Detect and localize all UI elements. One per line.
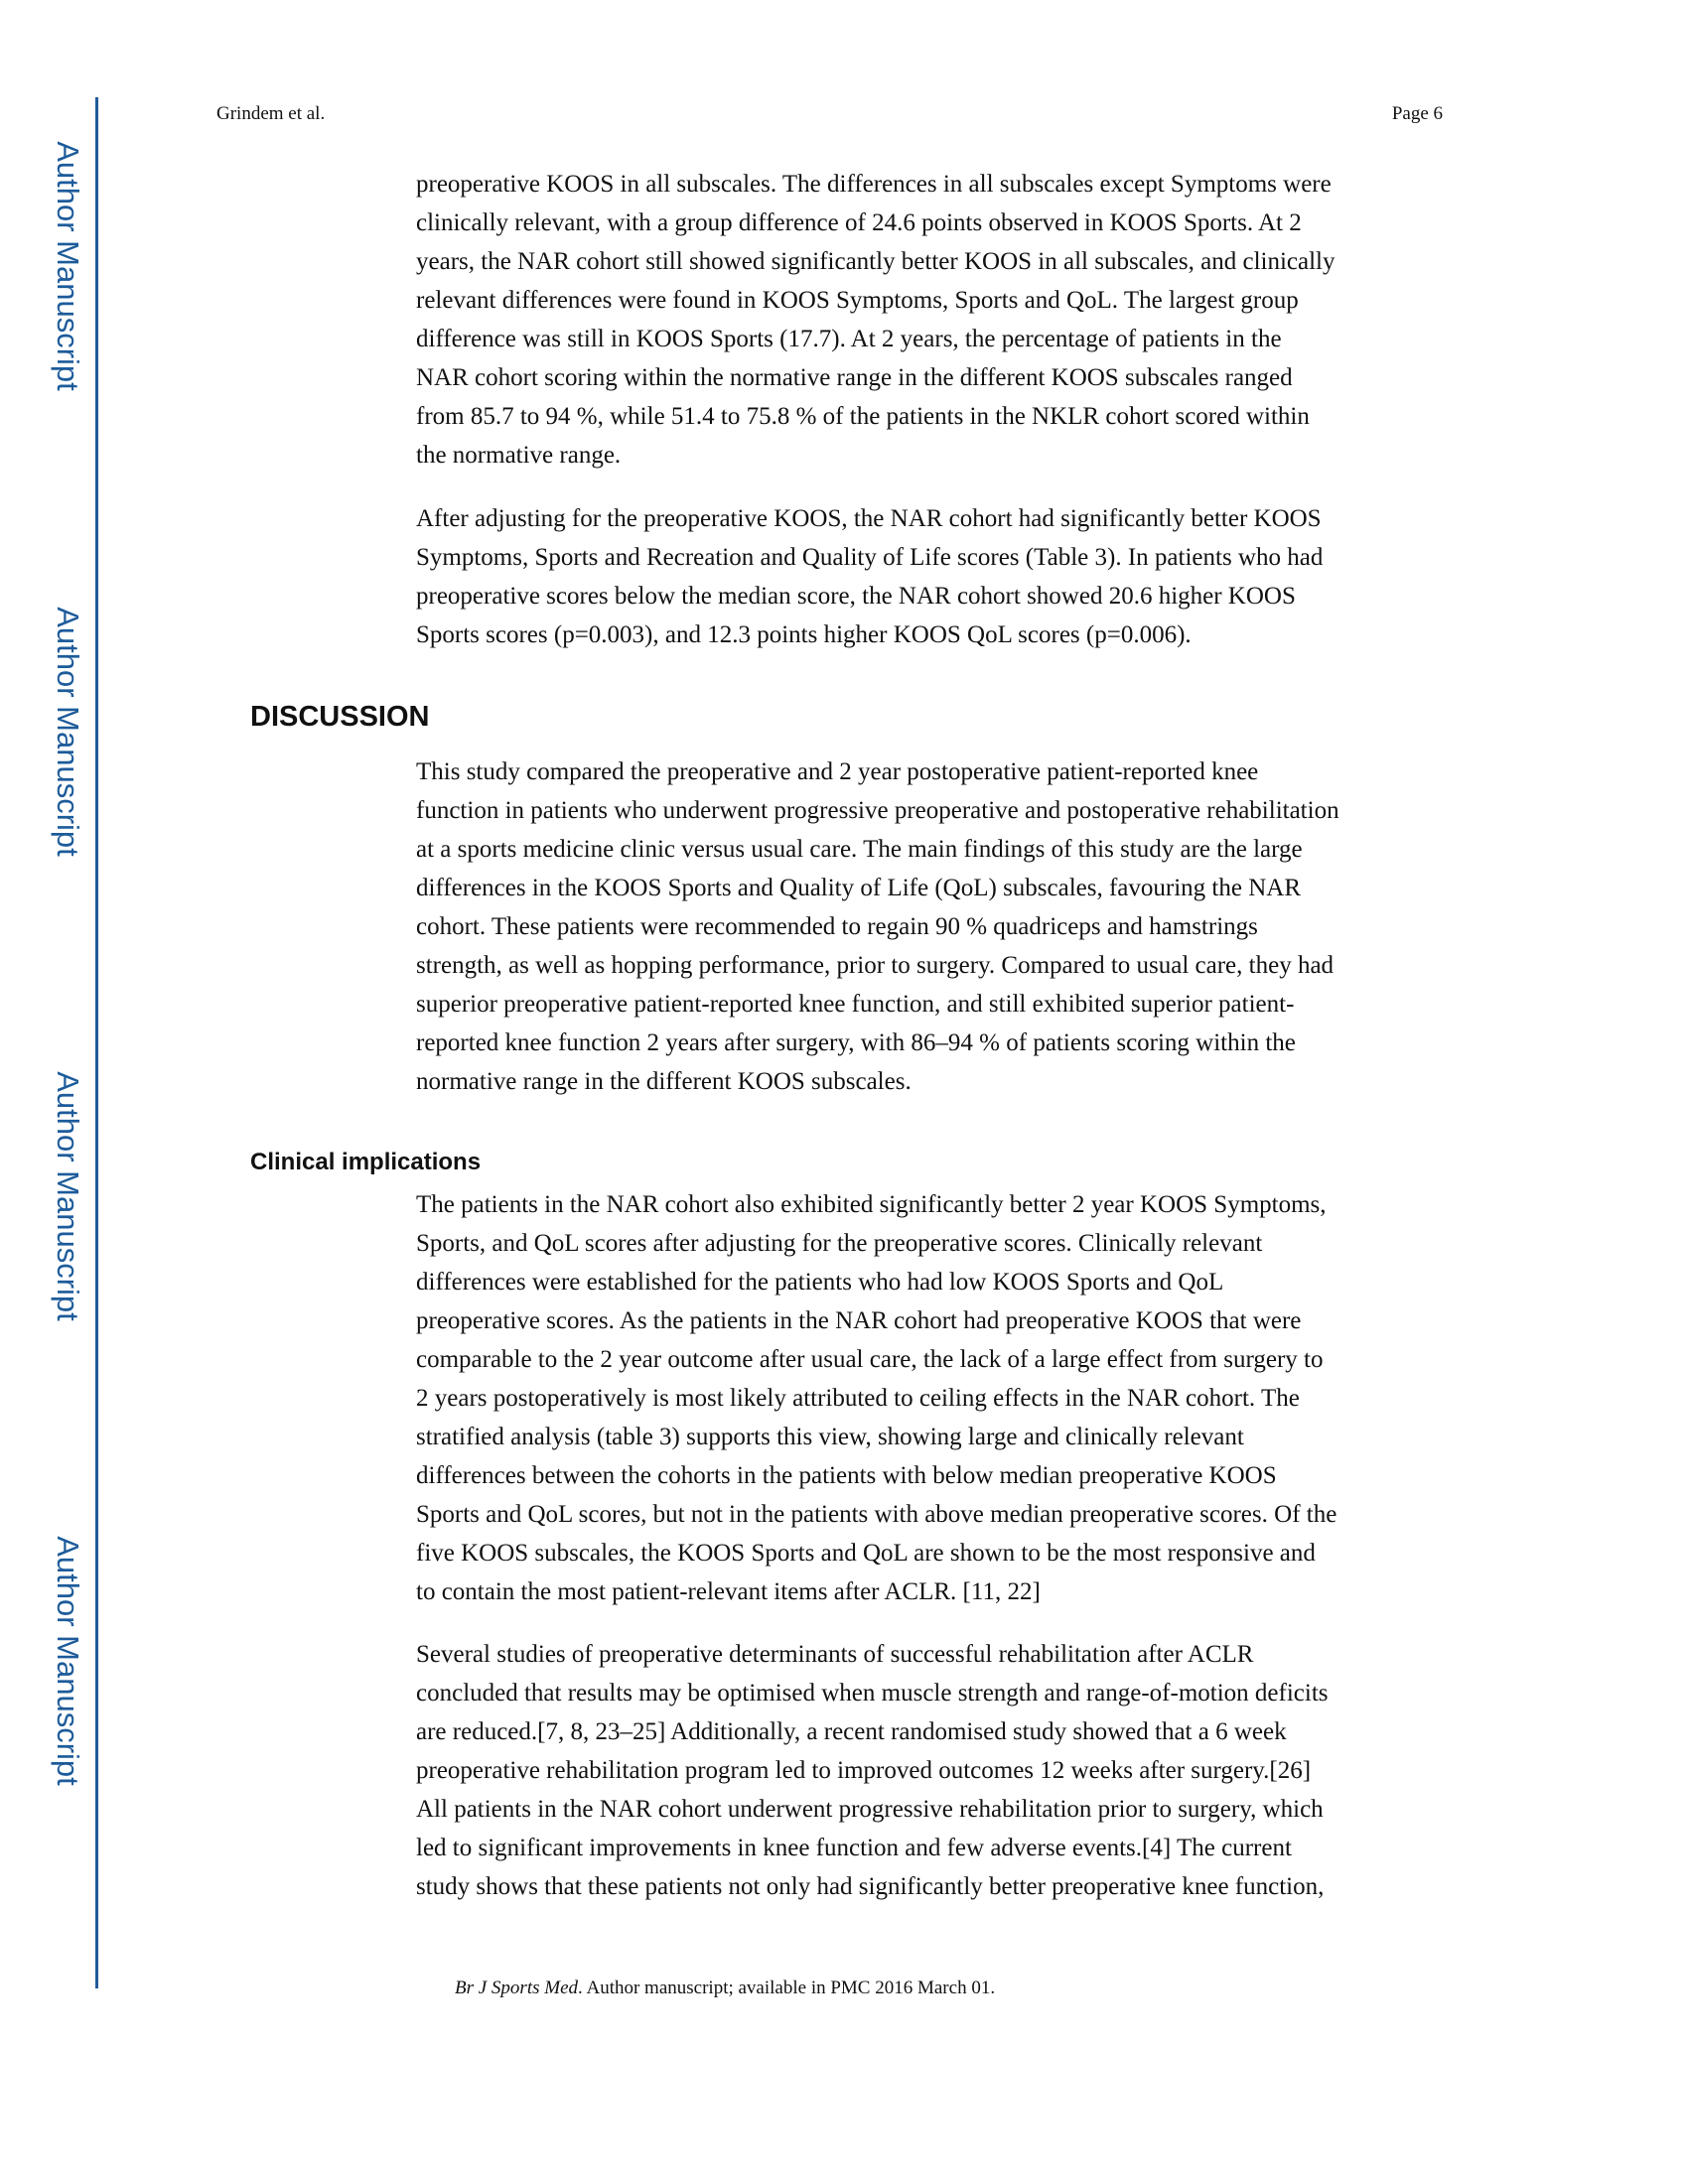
paragraph-clinical-implications-2: Several studies of preoperative determinants of successful rehabilitation after ACLR concluded that results may be optimised when muscle strength and range-of-motion deficits are reduced.[7, 8, 23–25] Additionally, a recent randomised study showed that a 6 week preoperative rehabilitation program led to improved outcomes 12 weeks after surgery.[26] All patients in the NAR cohort underwent progressive rehabilitation prior to surgery, which led to significant improvements in knee function and few adverse events.[4] The current study shows that these patients not only had significantly better preoperative knee function,: [416, 1641, 1329, 1900]
footer-journal: Br J Sports Med: [455, 1978, 579, 1998]
paragraph-clinical-implications-1: The patients in the NAR cohort also exhibited significantly better 2 year KOOS Symptoms, Sports, and QoL scores after adjusting for the preoperative scores. Clinically relevant differences were established for the patients who had low KOOS Sports and QoL preoperative scores. As the patients in the NAR cohort had preoperative KOOS that were comparable to the 2 year outcome after usual care, the lack of a large effect from surgery to 2 years postoperatively is most likely attributed to ceiling effects in the NAR cohort. The stratified analysis (table 3) supports this view, showing large and clinically relevant differences between the cohorts in the patients with below median preoperative KOOS Sports and QoL scores, but not in the patients with above median preoperative scores. Of the five KOOS subscales, the KOOS Sports and QoL are shown to be the most responsive and to contain the most patient-relevant items after ACLR. [11, 22]: [416, 1191, 1337, 1605]
footer-note: . Author manuscript; available in PMC 2016 March 01.: [578, 1978, 996, 1998]
page-footer: [455, 1978, 995, 1999]
subsection-heading-clinical-implications: Clinical implications: [250, 1149, 482, 1175]
page-number: Page 6: [1391, 103, 1443, 124]
sidebar-rule: [95, 97, 98, 1988]
paragraph-results-continued: preoperative KOOS in all subscales. The differences in all subscales except Symptoms were clinically relevant, with a group difference of 24.6 points observed in KOOS Sports. At 2 years, the NAR cohort still showed significantly better KOOS in all subscales, and clinically relevant differences were found in KOOS Symptoms, Sports and QoL. The largest group difference was still in KOOS Sports (17.7). At 2 years, the percentage of patients in the NAR cohort scoring within the normative range in the different KOOS subscales ranged from 85.7 to 94 %, while 51.4 to 75.8 % of the patients in the NKLR cohort scored within the normative range.: [416, 171, 1336, 469]
section-heading-discussion: DISCUSSION: [250, 701, 430, 733]
paragraph-results-adjusted: After adjusting for the preoperative KOOS, the NAR cohort had significantly better KOOS Symptoms, Sports and Recreation and Quality of Life scores (Table 3). In patients who had preoperative scores below the median score, the NAR cohort showed 20.6 higher KOOS Sports scores (p=0.003), and 12.3 points higher KOOS QoL scores (p=0.006).: [416, 505, 1324, 648]
paragraph-discussion: This study compared the preoperative and 2 year postoperative patient-reported knee function in patients who underwent progressive preoperative and postoperative rehabilitation at a sports medicine clinic versus usual care. The main findings of this study are the large differences in the KOOS Sports and Quality of Life (QoL) subscales, favouring the NAR cohort. These patients were recommended to regain 90 % quadriceps and hamstrings strength, as well as hopping performance, prior to surgery. Compared to usual care, they had superior preoperative patient-reported knee function, and still exhibited superior patient- reported knee function 2 years after surgery, with 86–94 % of patients scoring within the normative range in the different KOOS subscales.: [416, 758, 1339, 1095]
running-header-authors: Grindem et al.: [216, 103, 326, 124]
